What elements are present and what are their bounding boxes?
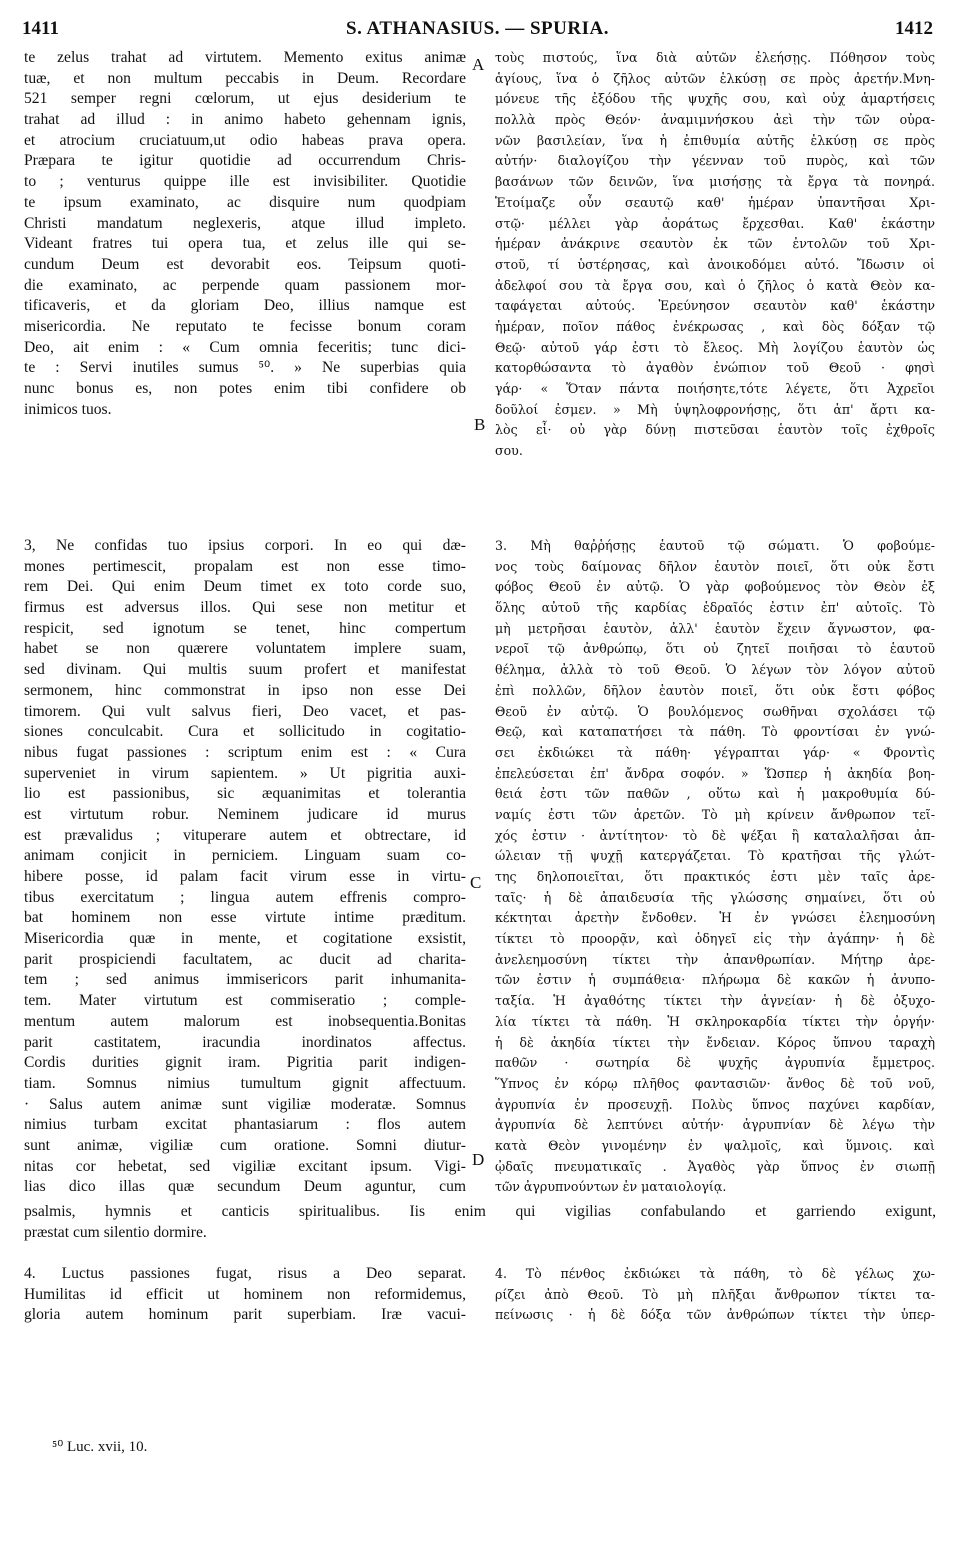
page-number-right: 1412: [895, 18, 933, 39]
text-line: ταῖς· ἡ δὲ ἀπαιδευσία τῆς γλώσσης σημαίνει, ὅτι οὐ: [495, 889, 935, 905]
margin-letter-a: A: [472, 55, 485, 74]
text-line: gloria autem hominum parit superbiam. Iræ vacui-: [24, 1306, 466, 1324]
text-line: σει ἐκδιώκει τὰ πάθη· γέγραπται γάρ· « Φροντὶς: [495, 744, 935, 760]
text-line: σου.: [495, 443, 523, 459]
text-line: psalmis, hymnis et canticis spiritualibus. Iis enim qui vigilias confabulando et garriendo exigunt,: [24, 1203, 936, 1220]
text-line: Ἑτοίμαζε οὖν σεαυτῷ καθ' ἡμέραν ὑπαντῆσαι Χρι-: [495, 194, 935, 210]
text-line: κατορθώσαντα τὸ ἀγαθὸν ἐνώπιον τοῦ Θεοῦ · φησὶ: [495, 360, 935, 376]
text-line: μὴ μετρῆσαι ἑαυτὸν, ἀλλ' ἑαυτὸν ἔχειν ἄγνωστον, φα-: [495, 620, 935, 636]
text-line: Θεῷ, καὶ καταπατήσει τὰ πάθη. Τὸ φροντίσαι ἐν γνώ-: [495, 724, 935, 740]
text-line: βασάνων τῶν δεινῶν, ἵνα μισήσῃς τὰ ἔργα τὰ πονηρά.: [495, 174, 935, 190]
text-line: respicit, sed ignotum se tenet, hinc compertum: [24, 619, 466, 637]
text-line: sermonem, hinc commonstrat in ipso non esse Dei: [24, 681, 466, 699]
text-line: Θεῷ· αὐτοῦ γάρ ἐστι τὸ ἔλεος. Μὴ λογίζου ἑαυτὸν ὡς: [495, 339, 935, 355]
text-line: Ὕπνος ἐν κόρῳ πλῆθος φαντασιῶν· ἄνθος δὲ τοῦ νοῦ,: [495, 1075, 935, 1091]
text-line: bat hominem non esse virtute intime præditum.: [24, 909, 466, 927]
page-header: [0, 18, 955, 42]
text-line: to ; venturus quippe ille est invisibiliter. Quotidie: [24, 173, 466, 191]
text-line: τῶν ἀγρυπνούντων ἐν ματαιολογίᾳ.: [495, 1179, 727, 1195]
text-line: ἀδελφοί σου τὰ ἔργα σου, καὶ ὁ ζῆλος ὁ κατὰ Θεὸν κα-: [495, 277, 935, 293]
text-line: ἀνελεημοσύνη τίκτει τὴν ἀπανθρωπίαν. Μήτηρ ἀρε-: [495, 951, 935, 967]
text-line: lias dico illas quæ secundum Deum aguntur, cum: [24, 1178, 466, 1196]
latin-column-block-1: [24, 48, 466, 420]
text-line: rem Dei. Qui enim Deum timet ex toto corde suo,: [24, 578, 466, 596]
text-line: 521 semper regni cœlorum, ut ejus desiderium te: [24, 90, 466, 108]
text-line: λία τίκτει τὰ πάθη. Ἡ σκληροκαρδία τίκτει τὴν ὀργήν·: [495, 1013, 935, 1029]
footnote: ⁵⁰ Luc. xvii, 10.: [52, 1439, 148, 1455]
page-number-left: 1411: [22, 18, 59, 39]
text-line: inimicos tuos.: [24, 400, 112, 418]
text-line: trahat ad illud : in animo habeto gehennam ignis,: [24, 111, 466, 129]
text-line: τοὺς πιστούς, ἵνα διὰ αὐτῶν ἐλεήσῃς. Πόθησον τοὺς: [495, 50, 935, 65]
text-line: tiam. Somnus nimius tumultum gignit affectuum.: [24, 1074, 466, 1092]
text-line: ὅλης αὐτοῦ τῆς καρδίας ἑδραῖός ἐστιν ἐπ' αὐτοῖς. Τὸ: [495, 600, 935, 616]
full-width-text: [24, 1202, 936, 1244]
margin-letter-b: B: [474, 415, 486, 434]
text-line: nunc bonus es, non potes enim tibi confidere ob: [24, 380, 466, 397]
text-line: tificaveris, et da gloriam Deo, illius namque est: [24, 297, 466, 315]
text-line: παθῶν · σωτηρία δὲ ψυχῆς ἀγρυπνία ἔμμετρος.: [495, 1055, 935, 1071]
text-line: est virtutum robur. Neminem judicare id murus: [24, 805, 466, 823]
text-line: της δηλοποιεῖται, ὅτι πρακτικός ἐστι μὲν ταῖς ἀρε-: [495, 869, 935, 884]
text-line: mones pertimescit, propalam est non esse timo-: [24, 557, 466, 575]
text-line: tibus exercitatum ; lingua autem effrenis compro-: [24, 888, 466, 906]
latin-column-block-3: [24, 1264, 466, 1326]
text-line: γάρ· « Ὅταν πάντα ποιήσητε,τότε λέγετε, ὅτι Ἀχρεῖοι: [495, 381, 935, 396]
text-line: πείνωσις · ἡ δὲ δόξα τῶν ἀνθρώπων τίκτει τὴν ὑπερ-: [495, 1307, 935, 1323]
text-line: Deo, ait enim : « Cum omnia feceritis; tunc dici-: [24, 338, 466, 356]
text-line: tem. Mater virtutum est commiseratio ; comple-: [24, 992, 466, 1010]
text-line: tem ; sed animus immisericors parit inhumanita-: [24, 971, 466, 989]
text-line: mentum autem malorum est inobsequentia.Bonitas: [24, 1012, 466, 1030]
text-line: 4. Luctus passiones fugat, risus a Deo separat.: [24, 1265, 466, 1282]
running-title: S. ATHANASIUS. — SPURIA.: [346, 18, 609, 39]
text-line: ταξία. Ἡ ἀγαθότης τίκτει τὴν ἁγνείαν· ἡ δὲ ὀξυχο-: [495, 993, 935, 1009]
text-line: et atrocium cruciatuum,ut odio habeas prava opera.: [24, 131, 466, 149]
text-line: δοῦλοί ἐσμεν. » Μὴ ὑψηλοφρονήσῃς, ὅτι ἀπ' ἄρτι κα-: [495, 401, 935, 417]
text-line: te : Servi inutiles sumus ⁵⁰. » Ne superbias quia: [24, 359, 466, 377]
text-line: ἁγίους, ἵνα ὁ ζῆλος αὐτῶν ἑλκύσῃ σε πρὸς ἀρετήν.Μνη-: [495, 70, 935, 86]
greek-column-block-1: [495, 48, 935, 462]
text-line: die examinato, ac perpende quam passionem mor-: [24, 276, 466, 294]
text-line: ἡ δὲ ἀκηδία τίκτει τὴν ἔνδειαν. Κόρος ὕπνου ταραχὴ: [495, 1034, 935, 1050]
text-line: ἐπελεύσεται ἐπ' ἄνδρα σοφόν. » Ὥσπερ ἡ ἀκηδία βοη-: [495, 765, 935, 781]
text-line: superveniet in virum sapientem. » Ut pigritia auxi-: [24, 764, 466, 782]
text-line: firmus est adversus illos. Qui sese non metitur et: [24, 599, 466, 617]
margin-letter-d: D: [472, 1150, 485, 1169]
text-line: Cordis durities gignit iram. Pigritia parit indigen-: [24, 1054, 466, 1072]
text-line: siones conculcabit. Cura et sollicitudo in cogitatio-: [24, 723, 466, 741]
text-line: nitas cor hebetat, sed vigiliæ excitant ipsum. Vigi-: [24, 1157, 466, 1175]
text-line: θειά ἐστι τῶν παθῶν , οὕτω καὶ ἡ μακροθυμία δύ-: [495, 786, 935, 802]
text-line: lio est passionibus, sic æquanimitas et tolerantia: [24, 785, 466, 803]
text-line: ἀγρυπνία ἐν προσευχῇ. Πολὺς ὕπνος παχύνει καρδίαν,: [495, 1096, 935, 1112]
text-line: Θεοῦ ἐν αὐτῷ. Ὁ βουλόμενος σωθῆναι σχολάσει τῷ: [495, 703, 935, 719]
text-line: θέλημα, ἀλλὰ τὸ τοῦ Θεοῦ. Ὁ λέγων τὸν λόγον αὐτοῦ: [495, 662, 935, 678]
text-line: nimius turbam excitat phantasiarum : flos autem: [24, 1116, 466, 1134]
text-line: nibus fugat passiones : scriptum enim est : « Cura: [24, 743, 466, 761]
text-line: Videant fratres tui opera tua, et zelus ille qui se-: [24, 235, 466, 253]
text-line: νεροῖ τῷ ἀνθρώπῳ, ὅτι οὐ ζητεῖ ποιῆσαι τὸ ἑαυτοῦ: [495, 641, 935, 657]
text-line: · Salus autem animæ sunt vigiliæ moderatæ. Somnus: [24, 1095, 466, 1113]
text-line: misericordia. Ne reputato te fecisse bonum coram: [24, 317, 466, 335]
text-line: λὸς εἶ· οὐ γὰρ δύνῃ πιστεῦσαι ἑαυτὸν τοῖς ἐχθροῖς: [495, 422, 935, 438]
text-line: κέκτηται ἀρετὴν ἔνδοθεν. Ἡ ἐν γνώσει ἐλεημοσύνη: [495, 910, 935, 926]
latin-column-block-2: [24, 536, 466, 1198]
text-line: μόνευε τῆς ἐξόδου τῆς ψυχῆς σου, καὶ οὐχ ἁμαρτήσεις: [495, 91, 935, 107]
text-line: τῶν ἐστιν ἡ συμπάθεια· πλήρωμα δὲ κακῶν ἡ ἀνυπο-: [495, 972, 935, 988]
text-line: Christi mandatum neglexeris, atque illud impleto.: [24, 214, 466, 232]
text-line: κατὰ Θεὸν γινομένην ἐν ψαλμοῖς, καὶ ὕμνοις. καὶ: [495, 1137, 935, 1153]
text-line: animam conjicit in perniciem. Linguam suam co-: [24, 847, 466, 865]
text-line: habet se non quærere voluntatem implere suam,: [24, 640, 466, 658]
text-line: Humilitas id efficit ut hominem non reformidemus,: [24, 1285, 466, 1303]
text-line: ᾠδαῖς πνευματικαῖς . Ἀγαθὸς γὰρ ὕπνος ἐν σιωπῇ: [495, 1158, 935, 1174]
text-line: præstat cum silentio dormire.: [24, 1223, 207, 1241]
greek-column-block-2: [495, 536, 935, 1198]
text-line: ρίζει ἀπὸ Θεοῦ. Τὸ μὴ πλῆξαι ἄνθρωπον τίκτει τα-: [495, 1286, 935, 1302]
greek-column-block-3: [495, 1264, 935, 1326]
text-line: Præpara te igitur quotidie ad occurrendum Chris-: [24, 152, 466, 170]
text-line: timorem. Qui vult salvus fieri, Deo vacet, et pas-: [24, 702, 466, 720]
text-line: te zelus trahat ad virtutem. Memento exitus animæ: [24, 49, 466, 66]
text-line: parit castitatem, iracundia inordinatos affectus.: [24, 1033, 466, 1051]
text-line: νῶν βασιλείαν, ἵνα ἡ ἐπιθυμία αὐτῆς ἑλκύσῃ σε πρὸς: [495, 132, 935, 148]
text-line: est prævalidus ; vituperare autem et obtrectare, id: [24, 826, 466, 844]
text-line: στοῦ, τί ὑστέρησας, καὶ ἀνοικοδόμει αὐτό. Ἴδωσιν οἱ: [495, 256, 935, 272]
text-line: ἡμέραν, ποῖον πάθος ἐνέκρωσας , καὶ δὸς δόξαν τῷ: [495, 318, 935, 334]
text-line: sed divinam. Qui multis suum profert et manifestat: [24, 661, 466, 679]
text-line: τίκτει τὸ προορᾷν, καὶ ὁδηγεῖ εἰς τὴν ἀγάπην· ἡ δὲ: [495, 931, 935, 947]
text-line: ναμίς ἐστι τῶν ἀρετῶν. Τὸ μὴ κρίνειν ἄνθρωπον τεῖ-: [495, 806, 935, 822]
text-line: στῷ· μέλλει γὰρ ἀοράτως ἔρχεσθαι. Καθ' ἑκάστην: [495, 215, 935, 231]
text-line: cundum Deum est devorabit eos. Teipsum quoti-: [24, 255, 466, 273]
text-line: νος τοὺς δαίμονας δῆλον ἑαυτὸν ποιεῖ, ὅτι οὐκ ἔστι: [495, 558, 935, 574]
text-line: 3. Μὴ θαῤῥήσῃς ἑαυτοῦ τῷ σώματι. Ὁ φοβούμε-: [495, 538, 935, 553]
text-line: πολλὰ πρὸς Θεόν· ἀναμιμνήσκου ἀεὶ τὴν τῶν οὐρα-: [495, 112, 935, 128]
text-line: hibere posse, id palam facit virum esse in virtu-: [24, 868, 466, 885]
text-line: 4. Τὸ πένθος ἐκδιώκει τὰ πάθη, τὸ δὲ γέλως χω-: [495, 1266, 935, 1281]
text-line: te ipsum examinato, ac disquire num quodpiam: [24, 193, 466, 211]
text-line: ώλειαν τῇ ψυχῇ κατεργάζεται. Τὸ κρατῆσαι τῆς γλώτ-: [495, 848, 935, 864]
text-line: φόβος Θεοῦ ἐν αὐτῷ. Ὁ γὰρ φοβούμενος τὸν Θεὸν ἐξ: [495, 579, 935, 595]
text-line: 3, Ne confidas tuo ipsius corpori. In eo qui dæ-: [24, 537, 466, 554]
text-line: sunt animæ, vigiliæ cum oratione. Somni diutur-: [24, 1136, 466, 1154]
text-line: ἀγρυπνία δὲ λεπτύνει αὐτήν· ἀγρυπνίαν δὲ λέγω τὴν: [495, 1117, 935, 1133]
text-line: parit prospiciendi facultatem, ac ducit ad charita-: [24, 950, 466, 968]
text-line: αὐτήν· διαλογίζου τὴν γέενναν τοῦ πυρὸς, καὶ τῶν: [495, 153, 935, 169]
text-line: χός ἐστιν · ἀντίτητον· τὸ δὲ ψέξαι ἢ καταλαλῆσαι ἀπ-: [495, 827, 935, 843]
text-line: ταφάγεται αὐτούς. Ἐρεύνησον σεαυτὸν καθ' ἑκάστην: [495, 298, 935, 314]
text-line: tuæ, et non multum peccabis in Deum. Recordare: [24, 69, 466, 87]
margin-letter-c: C: [470, 873, 482, 892]
text-line: ἡμέραν ἀνάκρινε σεαυτὸν ἐκ τῶν ἐντολῶν τοῦ Χρι-: [495, 236, 935, 252]
text-line: Misericordia quæ in mente, et cogitatione exsistit,: [24, 930, 466, 948]
text-line: ἐπὶ πολλῶν, δῆλον ἑαυτὸν ποιεῖ, ὅτι οὐκ ἔστι φόβος: [495, 682, 935, 698]
